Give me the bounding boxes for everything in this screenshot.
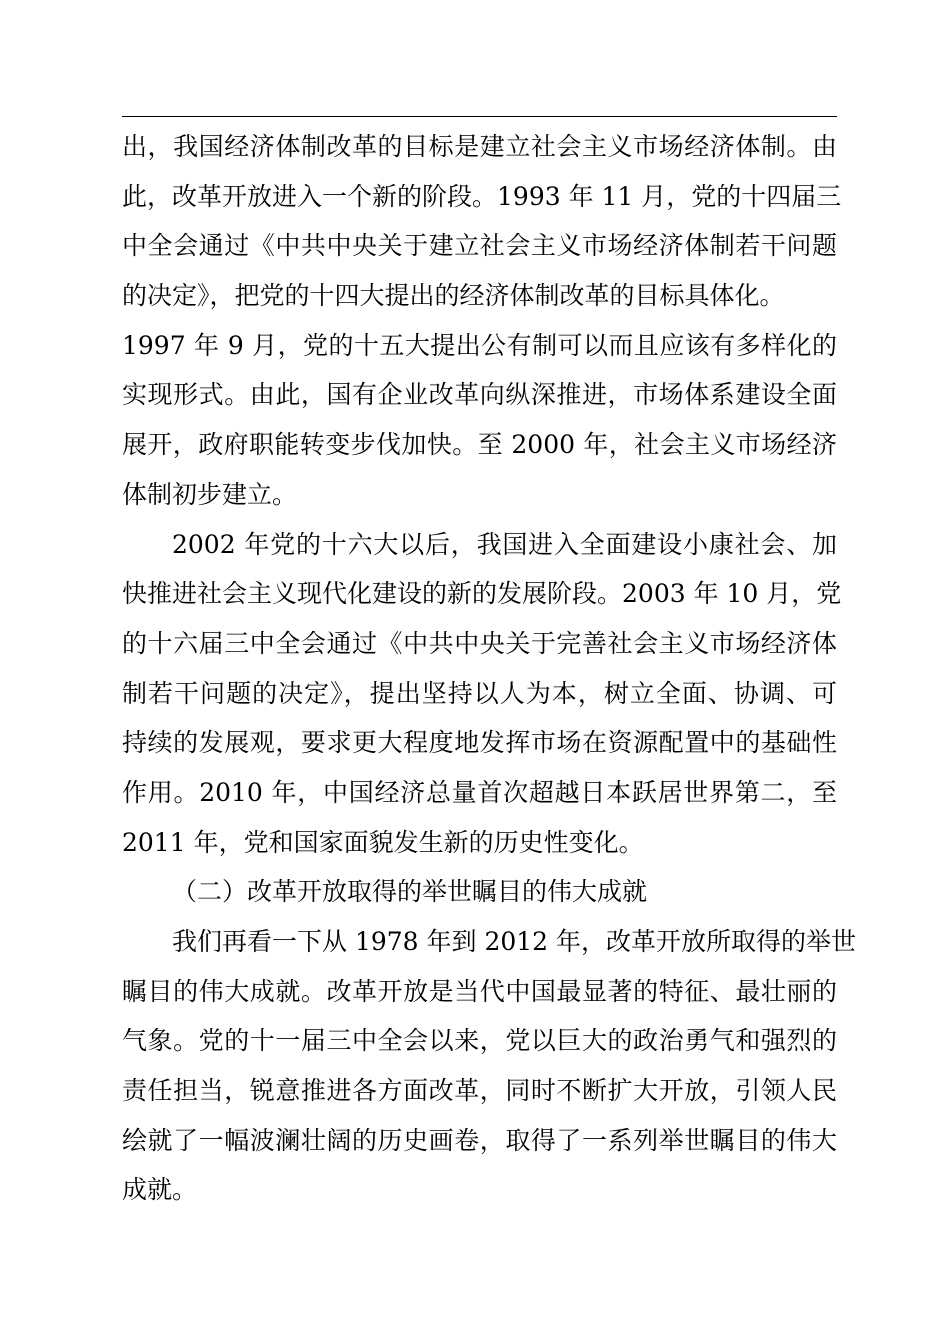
paragraph-p3 (122, 917, 857, 1215)
text-line: 2011 年，党和国家面貌发生新的历史性变化。 (122, 827, 644, 857)
heading-line: （二）改革开放取得的举世瞩目的伟大成就 (172, 877, 648, 907)
text-line: 绘就了一幅波澜壮阔的历史画卷，取得了一系列举世瞩目的伟大 (122, 1125, 837, 1155)
section-heading (122, 867, 837, 917)
text-line: 2002 年党的十六大以后，我国进入全面建设小康社会、加 (172, 529, 837, 559)
text-line: 责任担当，锐意推进各方面改革，同时不断扩大开放，引领人民 (122, 1076, 837, 1106)
text-line: 快推进社会主义现代化建设的新的发展阶段。2003 年 10 月，党 (122, 579, 842, 609)
paragraph-p1 (122, 122, 842, 520)
text-line: 成就。 (122, 1175, 198, 1205)
text-line: 此，改革开放进入一个新的阶段。1993 年 11 月，党的十四届三 (122, 181, 842, 211)
text-line: 实现形式。由此，国有企业改革向纵深推进，市场体系建设全面 (122, 380, 837, 410)
text-line: 制若干问题的决定》，提出坚持以人为本，树立全面、协调、可 (122, 678, 837, 708)
text-line: 的决定》，把党的十四大提出的经济体制改革的目标具体化。 (122, 281, 785, 311)
document-body (122, 122, 857, 1215)
text-line: 我们再看一下从 1978 年到 2012 年，改革开放所取得的举世 (172, 927, 857, 956)
header-rule (122, 116, 837, 117)
text-line: 出，我国经济体制改革的目标是建立社会主义市场经济体制。由 (122, 132, 837, 161)
text-line: 作用。2010 年，中国经济总量首次超越日本跃居世界第二，至 (122, 777, 837, 807)
text-line: 中全会通过《中共中央关于建立社会主义市场经济体制若干问题 (122, 231, 837, 261)
paragraph-p2 (122, 520, 842, 868)
text-line: 瞩目的伟大成就。改革开放是当代中国最显著的特征、最壮丽的 (122, 976, 837, 1006)
text-line: 展开，政府职能转变步伐加快。至 2000 年，社会主义市场经济 (122, 430, 837, 460)
text-line: 体制初步建立。 (122, 479, 298, 509)
text-line: 持续的发展观，要求更大程度地发挥市场在资源配置中的基础性 (122, 728, 837, 758)
text-line: 1997 年 9 月，党的十五大提出公有制可以而且应该有多样化的 (122, 330, 837, 360)
text-line: 气象。党的十一届三中全会以来，党以巨大的政治勇气和强烈的 (122, 1026, 837, 1056)
text-line: 的十六届三中全会通过《中共中央关于完善社会主义市场经济体 (122, 628, 837, 658)
